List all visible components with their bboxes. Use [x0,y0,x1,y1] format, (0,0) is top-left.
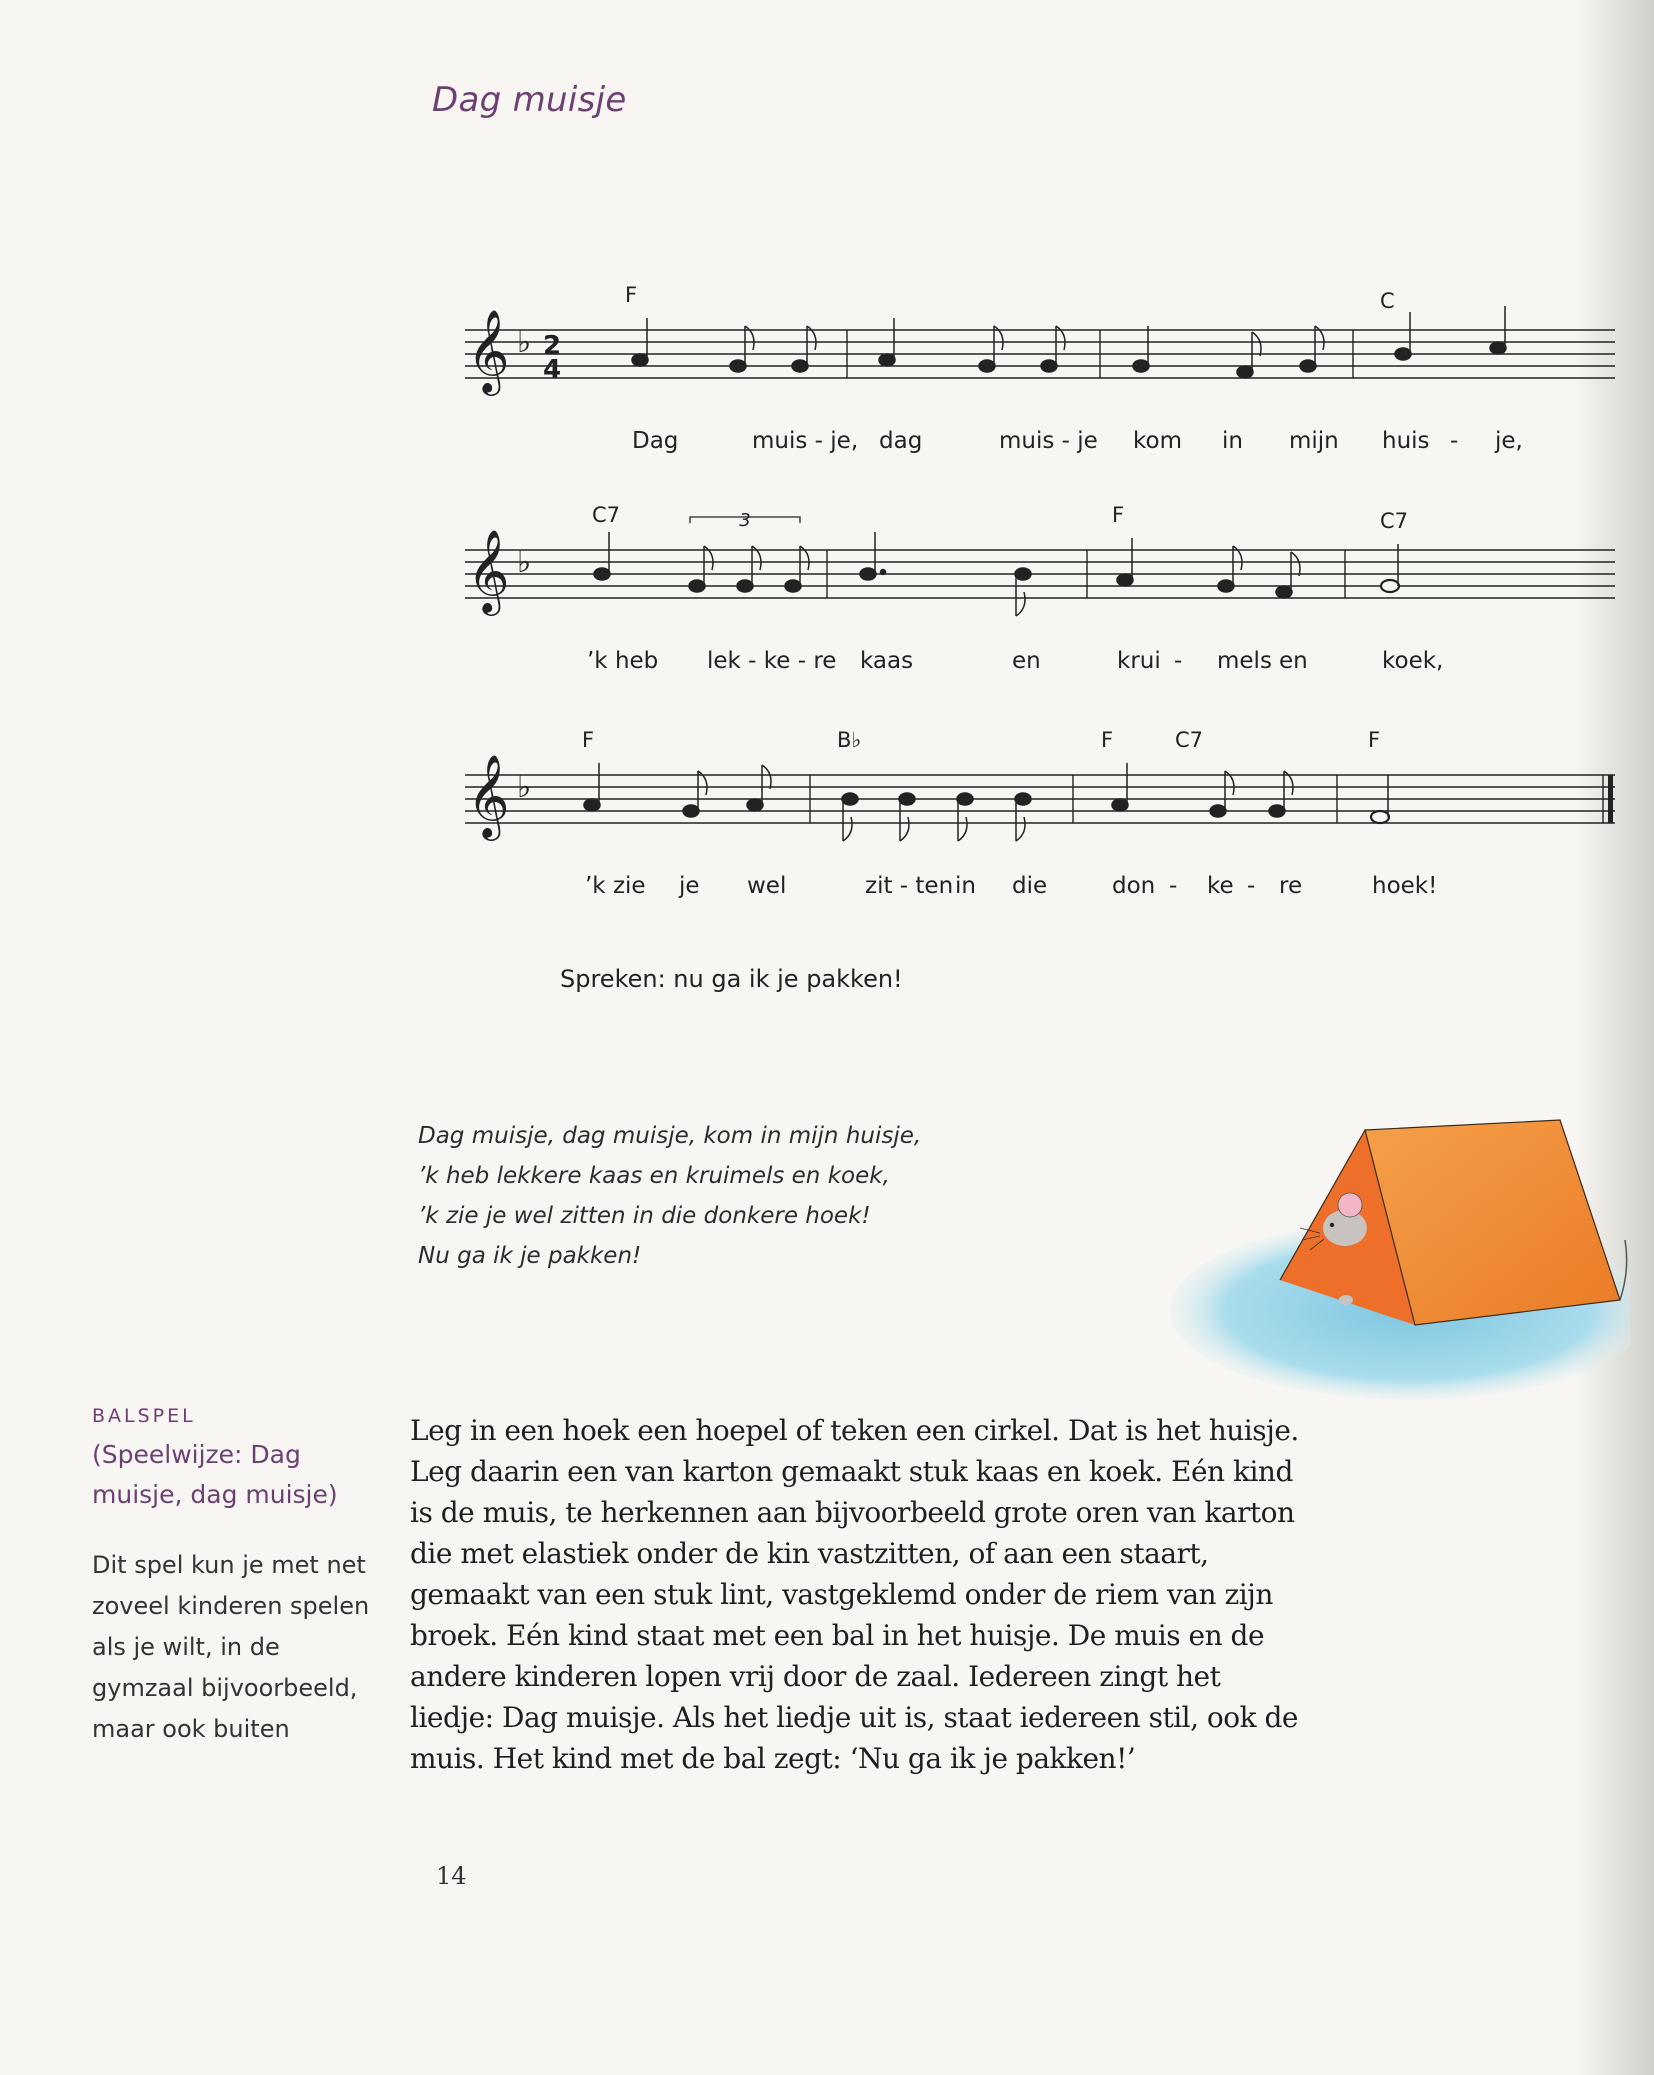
staff-system-1 [465,306,1615,396]
section-note: Dit spel kun je met net zoveel kinderen spelen als je wilt, in de gymzaal bijvoorbeeld, maar ook buiten [92,1551,370,1743]
note [1300,360,1316,372]
triplet-label: 3 [739,510,751,531]
game-instructions: Leg in een hoek een hoepel of teken een cirkel. Dat is het huisje. Leg daarin een van karton gemaakt stuk kaas en koek. Eén kind is de muis, te herkennen aan bijvoorbeeld grote oren van karton die met elastiek onder de kin vastzitten, of aan een staart, gemaakt van een stuk lint, vastgeklemd onder de riem van zijn broek. Eén kind staat met een bal in het huisje. De muis en de andere kinderen lopen vrij door de zaal. Iedereen zingt het liedje: Dag muisje. Als het liedje uit is, staat iedereen stil, ook de muis. Het kind met de bal zegt: ‘Nu ga ik je pakken!’ [410,1414,1299,1775]
lyric-syllable: en [1279,648,1308,674]
lyric-syllable: Dag [632,428,679,454]
flat-key-signature-icon: ♭ [517,770,532,805]
time-signature-top: 2 [543,331,562,361]
note [1381,580,1399,592]
note [1395,348,1411,360]
note [1015,793,1031,805]
note [584,799,600,811]
lyric-syllable: zit - ten [865,873,954,899]
lyric-syllable: hoek! [1372,873,1438,899]
note [1041,360,1057,372]
lyric-syllable: - [1450,428,1459,454]
song-title: Dag muisje [432,80,627,120]
note [747,799,763,811]
lyric-syllable: - [1169,873,1178,899]
lyric-syllable: koek, [1382,648,1444,674]
chord-symbol: F [625,283,638,307]
note [689,580,705,592]
poem-line: ’k heb lekkere kaas en kruimels en koek, [418,1163,890,1189]
chord-symbol: C7 [1175,728,1204,752]
note [1133,360,1149,372]
lyric-syllable: in [1222,428,1243,454]
note [1218,580,1234,592]
treble-clef-icon: 𝄞 [467,308,510,392]
lyric-syllable: in [955,873,976,899]
flat-key-signature-icon: ♭ [517,325,532,360]
note [785,580,801,592]
note [730,360,746,372]
lyric-syllable: die [1012,873,1048,899]
note [683,805,699,817]
lyric-syllable: wel [747,873,787,899]
note [1490,342,1506,354]
chord-symbol: F [1101,728,1114,752]
note [1269,805,1285,817]
tent-mouse-illustration [1160,1100,1630,1400]
poem [418,1116,921,1276]
note [632,354,648,366]
chord-symbol: F [1112,503,1125,527]
lyric-syllable: krui [1117,648,1161,674]
note [1276,586,1292,598]
note [879,354,895,366]
note [1112,799,1128,811]
chord-symbol: C7 [592,503,621,527]
lyric-syllable: ke [1207,873,1234,899]
chord-symbol: B♭ [837,728,862,752]
lyric-syllable: kaas [860,648,914,674]
lyric-syllable: ’k heb [587,648,659,674]
lyric-syllable: je [679,873,700,899]
lyric-syllable: ’k zie [585,873,646,899]
note [899,793,915,805]
note [1237,366,1253,378]
note [1210,805,1226,817]
lyric-syllable: - [1247,873,1256,899]
poem-line: ’k zie je wel zitten in die donkere hoek! [418,1203,871,1229]
lyric-syllable: lek - ke - re [707,648,837,674]
lyric-syllable: re [1279,873,1303,899]
lyric-syllable: don [1112,873,1156,899]
chord-symbol: F [1368,728,1381,752]
lyric-syllable: mijn [1289,428,1339,454]
lyric-syllable: - [1174,648,1183,674]
note [1371,811,1389,823]
section-subtitle: (Speelwijze: Dag muisje, dag muisje) [92,1440,338,1509]
note [792,360,808,372]
poem-line: Dag muisje, dag muisje, kom in mijn huisje, [418,1123,922,1149]
flat-key-signature-icon: ♭ [517,545,532,580]
lyric-syllable: muis - je [999,428,1098,454]
lyric-syllable: je, [1495,428,1523,454]
note [1117,574,1133,586]
section-label: BALSPEL [92,1405,196,1427]
page-number: 14 [436,1862,467,1890]
chord-symbol: C7 [1380,509,1409,533]
staff-system-2 [465,510,1615,616]
note [957,793,973,805]
treble-clef-icon: 𝄞 [467,753,510,837]
sheet-music [455,270,1615,980]
chord-symbol: F [582,728,595,752]
lyrics [585,428,1523,899]
note [594,568,610,580]
note [979,360,995,372]
lyric-syllable: kom [1133,428,1182,454]
sidebar-note [92,1405,382,1750]
lyric-syllable: dag [879,428,923,454]
lyric-syllable: mels [1217,648,1272,674]
chord-symbol: C [1380,289,1395,313]
note [737,580,753,592]
staff-system-3 [465,753,1615,841]
note [1015,568,1031,580]
treble-clef-icon: 𝄞 [467,528,510,612]
lyric-syllable: muis - je, [752,428,859,454]
spoken-instruction: Spreken: nu ga ik je pakken! [560,965,903,993]
time-signature-bottom: 4 [543,355,562,385]
note [842,793,858,805]
poem-line: Nu ga ik je pakken! [418,1243,642,1269]
note [860,568,876,580]
lyric-syllable: huis [1382,428,1430,454]
lyric-syllable: en [1012,648,1041,674]
